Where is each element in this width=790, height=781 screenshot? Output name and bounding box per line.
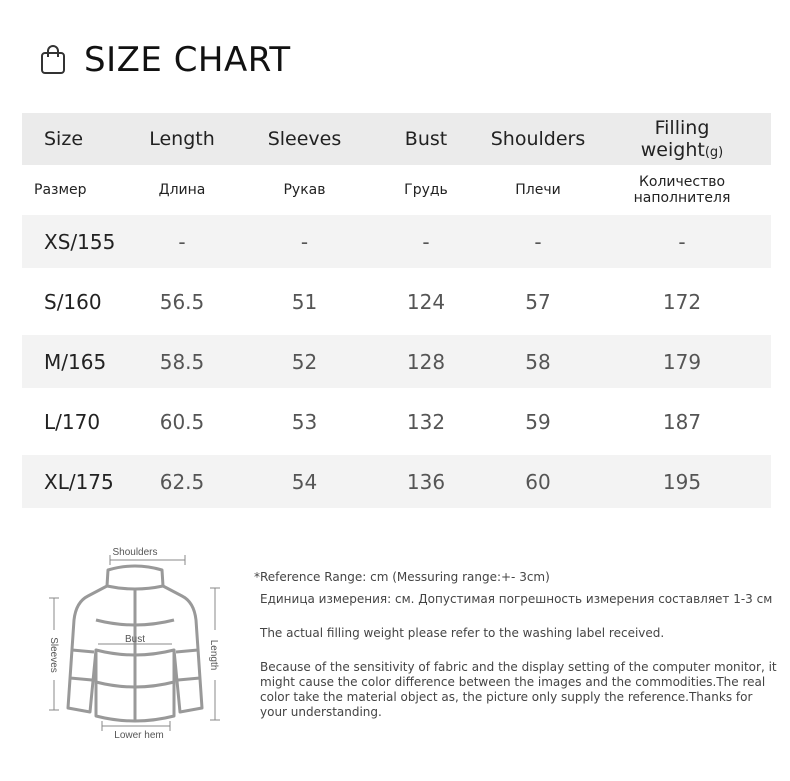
header-sleeves: Sleeves [267, 128, 342, 150]
cell-bust: - [422, 229, 430, 254]
filling-weight-note: The actual filling weight please refer to the washing label received. [260, 626, 665, 640]
cell-sleeves: 52 [291, 349, 318, 374]
reference-range-note: *Reference Range: cm (Messuring range:+- 3cm) [254, 570, 550, 584]
cell-filling: - [678, 229, 686, 254]
header [40, 40, 291, 80]
cell-filling: 172 [662, 289, 702, 314]
page-title: SIZE CHART [84, 40, 291, 80]
cell-bust: 128 [406, 349, 446, 374]
jacket-diagram [40, 540, 230, 750]
header-shoulders: Shoulders [490, 128, 586, 150]
header-filling-weight [611, 117, 753, 161]
label-shoulders: Shoulders [112, 547, 158, 558]
table-header-row [22, 113, 771, 165]
cell-sleeves: 53 [291, 409, 318, 434]
table-subheader-row [22, 165, 771, 215]
cell-filling: 195 [662, 469, 702, 494]
cell-size: XS/155 [44, 229, 116, 254]
table-row [22, 215, 771, 268]
cell-sleeves: 54 [291, 469, 318, 494]
cell-sleeves: - [300, 229, 309, 254]
cell-length: 58.5 [159, 349, 205, 374]
table-row [22, 395, 771, 448]
cell-length: 60.5 [159, 409, 205, 434]
header-bust: Bust [404, 128, 448, 150]
cell-shoulders: 60 [525, 469, 551, 494]
subheader-filling-line2: наполнителя [633, 190, 731, 206]
table-row [22, 455, 771, 508]
subheader-sleeves: Рукав [283, 182, 326, 198]
cell-shoulders: 57 [525, 289, 551, 314]
cell-length: - [178, 229, 186, 254]
size-table [22, 113, 771, 508]
subheader-length: Длина [158, 182, 206, 198]
shopping-bag-icon [40, 45, 66, 75]
notes [254, 570, 779, 720]
subheader-shoulders: Плечи [515, 182, 561, 198]
cell-sleeves: 51 [291, 289, 318, 314]
cell-shoulders: 59 [525, 409, 551, 434]
label-sleeves: Sleeves [48, 637, 59, 673]
header-length: Length [149, 128, 215, 150]
cell-size: M/165 [44, 349, 107, 374]
cell-filling: 187 [662, 409, 702, 434]
cell-length: 62.5 [159, 469, 205, 494]
header-size: Size [44, 128, 84, 150]
cell-bust: 132 [406, 409, 446, 434]
cell-size: S/160 [44, 289, 102, 314]
label-length: Length [208, 639, 219, 671]
cell-bust: 124 [406, 289, 446, 314]
color-difference-note: Because of the sensitivity of fabric and the display setting of the computer monitor, it might cause the color difference between the images and the commodities.The real color take the material object as, the picture only supply the reference.Thanks for your understanding. [260, 660, 777, 719]
cell-bust: 136 [406, 469, 446, 494]
label-lower-hem: Lower hem [114, 730, 164, 741]
cell-size: L/170 [44, 409, 101, 434]
table-row [22, 335, 771, 388]
cell-length: 56.5 [159, 289, 205, 314]
header-filling-unit: (g) [704, 145, 724, 160]
cell-shoulders: - [534, 229, 542, 254]
cell-shoulders: 58 [525, 349, 551, 374]
subheader-size: Размер [34, 182, 87, 198]
cell-filling: 179 [662, 349, 702, 374]
subheader-filling-line1: Количество [638, 174, 726, 190]
label-bust: Bust [124, 634, 146, 645]
cell-size: XL/175 [44, 469, 114, 494]
subheader-bust: Грудь [404, 182, 448, 198]
reference-range-note-ru: Единица измерения: см. Допустимая погрешность измерения составляет 1-3 см [260, 592, 773, 606]
subheader-filling [611, 174, 753, 206]
header-filling-label: Filling weight [640, 117, 710, 161]
table-row [22, 275, 771, 328]
